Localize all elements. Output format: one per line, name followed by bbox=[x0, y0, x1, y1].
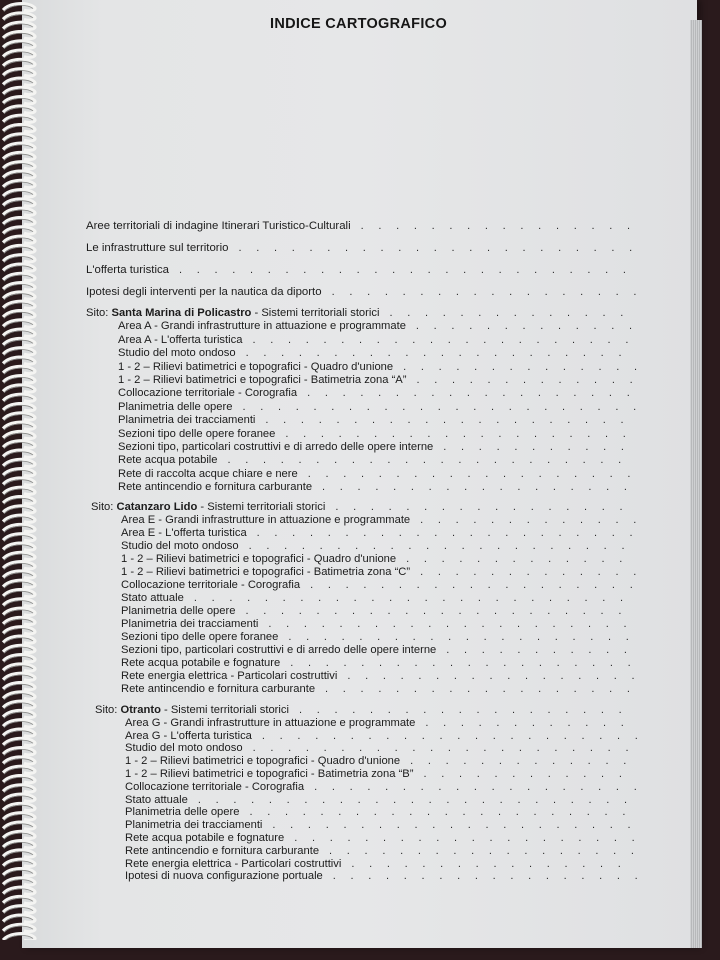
entry-label: Studio del moto ondoso bbox=[118, 347, 236, 360]
leader-dots: ......................... bbox=[197, 793, 642, 806]
entry-label: Planimetria delle opere bbox=[121, 605, 236, 617]
leader-dots: .................. bbox=[331, 286, 652, 298]
leader-dots: .............. bbox=[389, 307, 639, 319]
entry-label: Planimetria dei tracciamenti bbox=[118, 414, 256, 427]
entry-label: Sezioni tipo, particolari costruttivi e di arredo delle opere interne bbox=[118, 441, 434, 453]
entry-label: Area G - Grandi infrastrutture in attuazione e programmate bbox=[125, 716, 416, 729]
entry-label: Studio del moto ondoso bbox=[125, 742, 243, 755]
leader-dots: ...................... bbox=[261, 729, 653, 742]
leader-dots: ..................... bbox=[265, 414, 639, 427]
leader-dots: ............. bbox=[415, 320, 647, 333]
leader-dots: ............. bbox=[410, 755, 641, 768]
leader-dots: ...................... bbox=[256, 527, 648, 539]
entry-label: Area A - L'offerta turistica bbox=[118, 333, 243, 346]
entry-label: Rete di raccolta acque chiare e nere bbox=[118, 467, 298, 480]
entry-label: Rete energia elettrica - Particolari costruttivi bbox=[121, 670, 338, 682]
entry-label: Rete acqua potabile bbox=[118, 454, 218, 467]
leader-dots: .............. bbox=[403, 360, 652, 373]
spiral-binding bbox=[0, 0, 48, 940]
leader-dots: .................. bbox=[329, 844, 649, 857]
entry-label: Rete antincendio e fornitura carburante bbox=[121, 683, 316, 695]
entry-label: Sezioni tipo, particolari costruttivi e di arredo delle opere interne bbox=[121, 644, 437, 656]
entry-label: Planimetria delle opere bbox=[118, 400, 233, 413]
leader-dots: ................... bbox=[298, 704, 637, 716]
leader-dots: ............. bbox=[420, 566, 651, 578]
entry-label: Area A - Grandi infrastrutture in attuazione e programmate bbox=[118, 320, 406, 333]
entry-label: Area G - L'offerta turistica bbox=[125, 729, 252, 742]
leader-dots: ................... bbox=[314, 780, 652, 793]
leader-dots: ................... bbox=[310, 579, 648, 591]
entry-label: Collocazione territoriale - Corografia bbox=[125, 780, 305, 793]
site-prefix: Sito: bbox=[91, 501, 117, 513]
entry-label: Le infrastrutture sul territorio bbox=[86, 242, 229, 254]
leader-dots: ....................... bbox=[227, 454, 636, 467]
leader-dots: ....................... bbox=[242, 400, 651, 413]
page-edges bbox=[690, 20, 702, 948]
entry-label: 1 - 2 – Rilievi batimetrici e topografici - Batimetria zona “B” bbox=[125, 768, 414, 780]
entry-label: Sezioni tipo delle opere foranee bbox=[118, 427, 276, 440]
entry-label: Studio del moto ondoso bbox=[121, 540, 239, 552]
site-prefix: Sito: bbox=[95, 704, 121, 716]
entry-label: Planimetria delle opere bbox=[125, 806, 240, 819]
leader-dots: ............. bbox=[406, 553, 637, 565]
entry-label: 1 - 2 – Rilievi batimetrici e topografici - Batimetria zona “C” bbox=[121, 566, 411, 578]
leader-dots: ................ bbox=[360, 220, 645, 232]
leader-dots: .......................... bbox=[179, 264, 641, 276]
entry-label: 1 - 2 – Rilievi batimetrici e topografici - Batimetria zona “A” bbox=[118, 374, 407, 386]
leader-dots: .................. bbox=[322, 481, 642, 494]
site-prefix: Sito: bbox=[86, 307, 112, 319]
entry-label: Stato attuale bbox=[125, 793, 188, 806]
entry-label: Ipotesi di nuova configurazione portuale bbox=[125, 870, 323, 883]
entry-label: 1 - 2 – Rilievi batimetrici e topografici - Quadro d'unione bbox=[125, 755, 401, 768]
leader-dots: ...................... bbox=[249, 806, 641, 819]
entry-label: Ipotesi degli interventi per la nautica da diporto bbox=[86, 286, 322, 298]
leader-dots: ....................... bbox=[238, 242, 647, 254]
leader-dots: .................... bbox=[288, 631, 644, 643]
site-subtitle: - Sistemi territoriali storici bbox=[251, 307, 380, 319]
leader-dots: .................. bbox=[325, 683, 645, 695]
leader-dots: ...................... bbox=[252, 333, 644, 346]
entry-label: Rete acqua potabile e fognature bbox=[121, 657, 281, 669]
entry-label: Rete antincendio e fornitura carburante bbox=[125, 844, 320, 857]
site-subtitle: - Sistemi territoriali storici bbox=[197, 501, 326, 513]
leader-dots: ................. bbox=[335, 501, 638, 513]
leader-dots: ........... bbox=[446, 644, 642, 656]
leader-dots: ...................... bbox=[245, 347, 637, 360]
leader-dots: ......................... bbox=[193, 592, 638, 604]
leader-dots: .................. bbox=[332, 870, 653, 883]
leader-dots: ............. bbox=[416, 374, 648, 386]
entry-label: Aree territoriali di indagine Itinerari Turistico-Culturali bbox=[86, 220, 351, 232]
entry-label: Rete energia elettrica - Particolari costruttivi bbox=[125, 857, 342, 870]
site-name: Catanzaro Lido bbox=[116, 501, 198, 513]
leader-dots: ...................... bbox=[245, 605, 637, 617]
entry-label: Stato attuale bbox=[121, 592, 184, 604]
leader-dots: .................... bbox=[285, 427, 641, 440]
entry-label: Rete acqua potabile e fognature bbox=[125, 832, 285, 844]
leader-dots: ............ bbox=[423, 768, 637, 780]
leader-dots: ...................... bbox=[252, 742, 644, 755]
site-subtitle: - Sistemi territoriali storici bbox=[160, 704, 289, 716]
site-name: Otranto bbox=[120, 704, 161, 716]
leader-dots: ................... bbox=[307, 387, 645, 400]
leader-dots: ............ bbox=[425, 716, 639, 729]
entry-label: Sezioni tipo delle opere foranee bbox=[121, 631, 279, 643]
entry-label: L'offerta turistica bbox=[86, 264, 170, 276]
entry-label: Area E - L'offerta turistica bbox=[121, 527, 247, 539]
entry-label: Planimetria dei tracciamenti bbox=[125, 819, 263, 832]
leader-dots: ................ bbox=[351, 857, 636, 870]
site-name: Santa Marina di Policastro bbox=[111, 307, 252, 319]
leader-dots: ................. bbox=[347, 670, 650, 682]
entry-label bbox=[91, 501, 325, 514]
entry-label: Collocazione territoriale - Corografia bbox=[118, 387, 298, 400]
entry-label: Collocazione territoriale - Corografia bbox=[121, 579, 301, 591]
entry-label bbox=[95, 704, 289, 717]
leader-dots: ................... bbox=[307, 467, 646, 480]
entry-label: Rete antincendio e fornitura carburante bbox=[118, 481, 313, 494]
entry-label: 1 - 2 – Rilievi batimetrici e topografici - Quadro d'unione bbox=[121, 553, 397, 565]
leader-dots: ........... bbox=[443, 441, 639, 453]
leader-dots: ............. bbox=[420, 514, 651, 526]
leader-dots: .................... bbox=[294, 832, 650, 844]
entry-label bbox=[86, 307, 379, 320]
entry-label: Planimetria dei tracciamenti bbox=[121, 618, 259, 630]
leader-dots: ..................... bbox=[268, 618, 642, 630]
leader-dots: ...................... bbox=[248, 540, 640, 552]
page-title: INDICE CARTOGRAFICO bbox=[270, 16, 448, 32]
leader-dots: .................... bbox=[290, 657, 646, 669]
leader-dots: ..................... bbox=[272, 819, 646, 832]
entry-label: 1 - 2 – Rilievi batimetrici e topografici - Quadro d'unione bbox=[118, 360, 394, 373]
entry-label: Area E - Grandi infrastrutture in attuazione e programmate bbox=[121, 514, 411, 526]
